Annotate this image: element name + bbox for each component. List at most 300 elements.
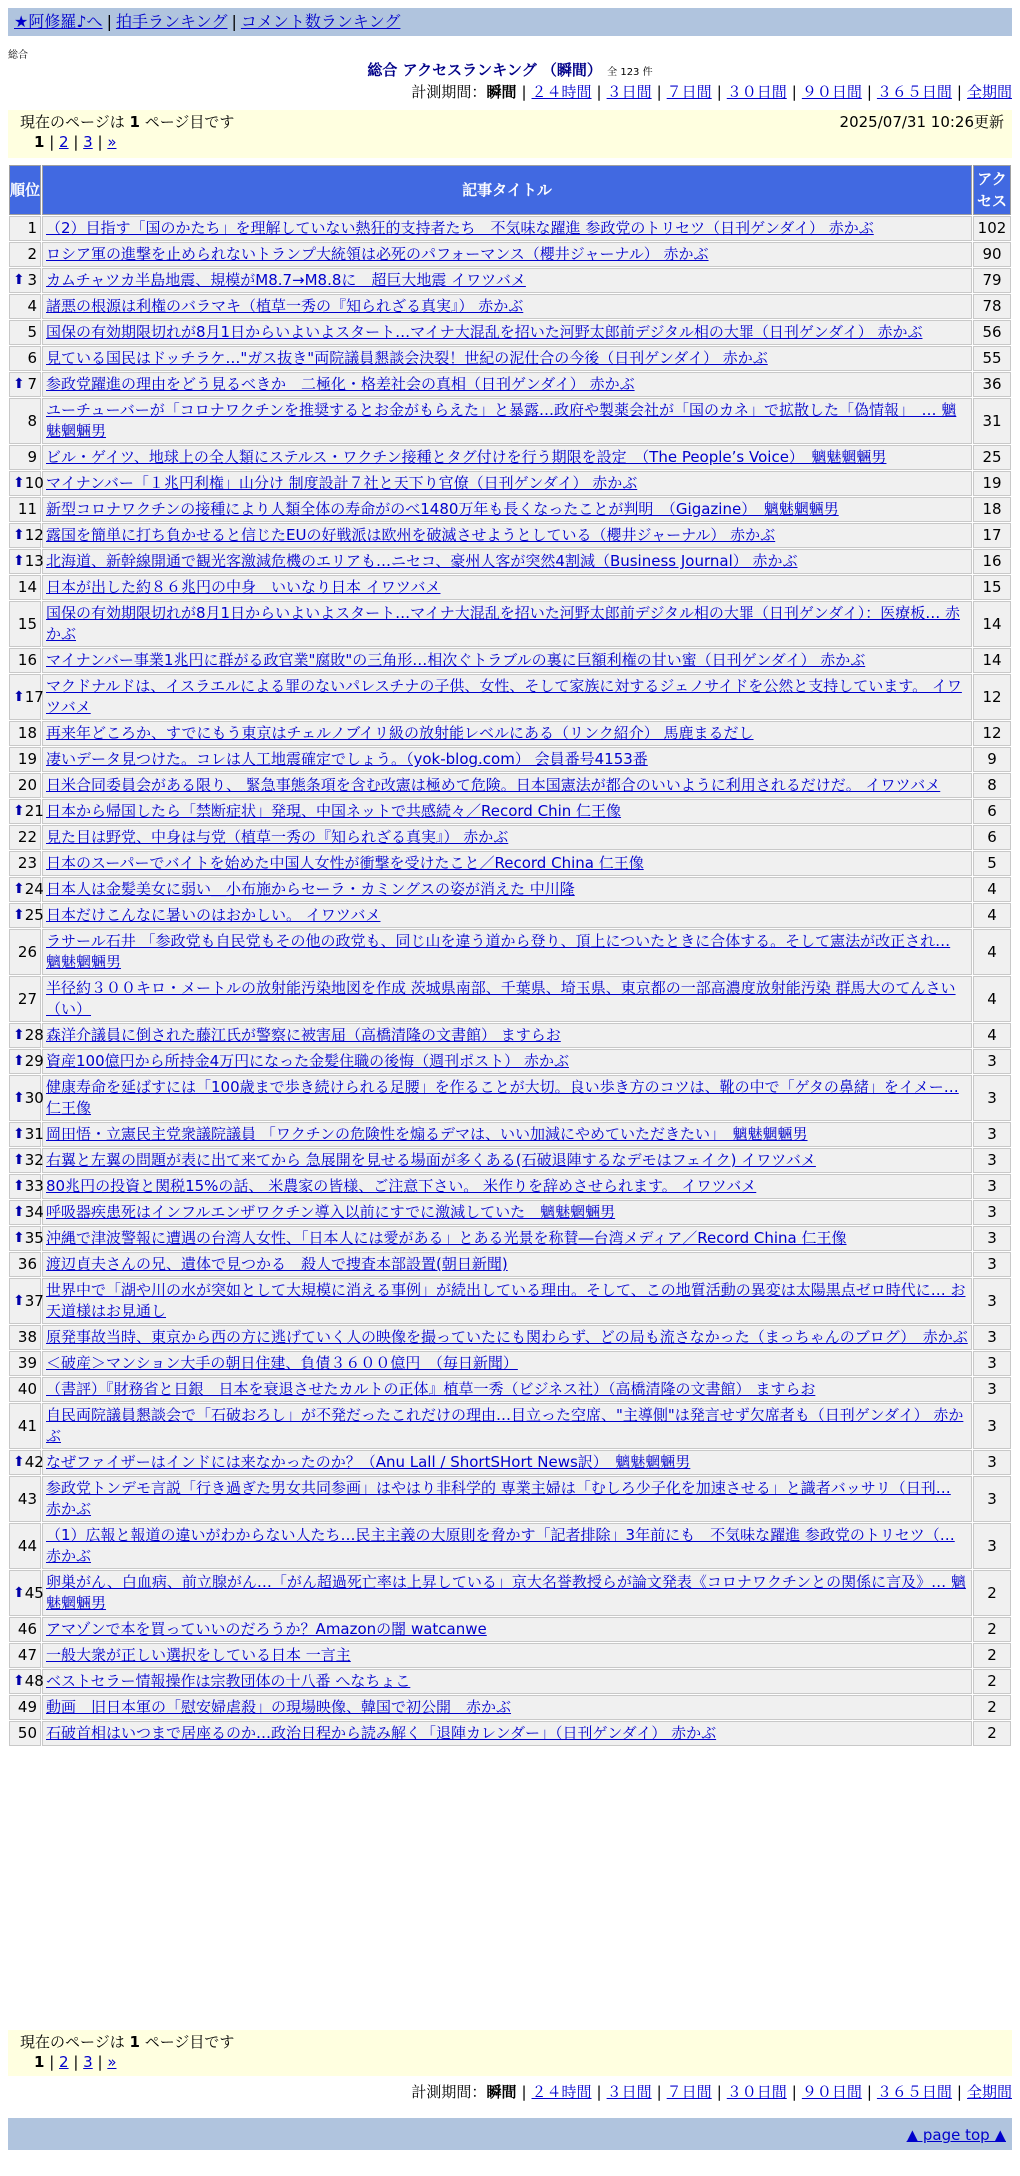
access-count: 17 bbox=[973, 523, 1011, 548]
article-link[interactable]: 日本のスーパーでバイトを始めた中国人女性が衝撃を受けたこと／Record China 仁王像 bbox=[46, 854, 644, 872]
period-separator: | bbox=[596, 83, 602, 101]
title-cell bbox=[42, 1643, 972, 1668]
rank-up-arrow-icon: ⬆ bbox=[13, 881, 25, 897]
table-row bbox=[9, 398, 1011, 444]
article-link[interactable]: 国保の有効期限切れが8月1日からいよいよスタート…マイナ大混乱を招いた河野太郎前デジタル相の大罪（日刊ゲンダイ） 赤かぶ bbox=[46, 323, 923, 341]
rank-cell bbox=[9, 601, 41, 647]
period-separator: | bbox=[956, 83, 962, 101]
table-row bbox=[9, 1075, 1011, 1121]
period-link[interactable]: ３０日間 bbox=[726, 2083, 787, 2101]
rank-number: 20 bbox=[17, 776, 37, 794]
rank-number: 25 bbox=[24, 906, 44, 924]
rank-cell bbox=[9, 1148, 44, 1173]
title-cell bbox=[42, 398, 972, 444]
page-separator: | bbox=[92, 133, 108, 151]
table-row bbox=[9, 372, 1011, 397]
article-link[interactable]: マクドナルドは、イスラエルによる罪のないパレスチナの子供、女性、そして家族に対するジェノサイドを公然と支持しています。 イワツバメ bbox=[46, 677, 962, 716]
article-link[interactable]: 参政党トンデモ言説「行き過ぎた男女共同参画」はやはり非科学的 専業主婦は「むしろ少子化を加速させる」と識者バッサリ（日刊… 赤かぶ bbox=[46, 1479, 951, 1518]
title-cell bbox=[42, 1695, 972, 1720]
article-link[interactable]: 日本が出した約８６兆円の中身 いいなり日本 イワツバメ bbox=[46, 578, 441, 596]
access-count: 3 bbox=[973, 1226, 1011, 1251]
access-count: 4 bbox=[973, 1023, 1011, 1048]
period-current: 瞬間 bbox=[486, 2083, 517, 2101]
rank-number: 19 bbox=[17, 750, 37, 768]
table-row bbox=[9, 242, 1011, 267]
rank-number: 30 bbox=[24, 1088, 44, 1107]
title-cell bbox=[42, 825, 972, 850]
rank-cell bbox=[9, 497, 41, 522]
rank-up-arrow-icon: ⬆ bbox=[13, 1204, 25, 1220]
title-cell bbox=[42, 549, 972, 574]
rank-cell bbox=[9, 929, 41, 975]
table-row bbox=[9, 773, 1011, 798]
table-row bbox=[9, 1377, 1011, 1402]
page-separator: | bbox=[92, 2053, 108, 2071]
rank-up-arrow-icon: ⬆ bbox=[13, 1230, 25, 1246]
rank-number: 42 bbox=[24, 1453, 44, 1471]
rank-number: 17 bbox=[24, 687, 44, 706]
rank-number: 39 bbox=[17, 1354, 37, 1372]
page-link[interactable]: 3 bbox=[83, 133, 93, 151]
table-row bbox=[9, 1450, 1011, 1475]
article-link[interactable]: 自民両院議員懇談会で「石破おろし」が不発だったこれだけの理由…目立った空席、"主導側"は発言せず欠席者も（日刊ゲンダイ） 赤かぶ bbox=[46, 1406, 964, 1445]
article-link[interactable]: 80兆円の投資と関税15%の話、 米農家の皆様、ご注意下さい。 米作りを辞めさせられます。 イワツバメ bbox=[46, 1177, 757, 1195]
article-link[interactable]: 日本だけこんなに暑いのはおかしい。 イワツバメ bbox=[46, 906, 381, 924]
title-cell bbox=[42, 1617, 972, 1642]
rank-number: 16 bbox=[17, 651, 37, 669]
article-link[interactable]: ビル・ゲイツ、地球上の全人類にステルス・ワクチン接種とタグ付けを行う期限を設定 （The People’s Voice） 魑魅魍魎男 bbox=[46, 448, 887, 466]
article-link[interactable]: ユーチューバーが「コロナワクチンを推奨するとお金がもらえた」と暴露…政府や製薬会社が「国のカネ」で拡散した「偽情報」 … 魑魅魍魎男 bbox=[46, 401, 957, 440]
table-row bbox=[9, 1643, 1011, 1668]
title-cell bbox=[42, 929, 972, 975]
period-separator: | bbox=[521, 83, 527, 101]
title-cell bbox=[42, 1278, 972, 1324]
title-cell bbox=[42, 1721, 972, 1746]
period-link[interactable]: 全期間 bbox=[966, 2083, 1012, 2101]
table-row bbox=[9, 601, 1011, 647]
rank-cell bbox=[9, 976, 41, 1022]
access-count: 3 bbox=[973, 1325, 1011, 1350]
article-link[interactable]: 世界中で「湖や川の水が突如として大規模に消える事例」が続出している理由。そして、この地質活動の異変は太陽黒点ゼロ時代に… お天道様はお見通し bbox=[46, 1281, 966, 1320]
access-count: 3 bbox=[973, 1278, 1011, 1324]
period-link[interactable]: ２４時間 bbox=[531, 2083, 592, 2101]
access-count: 3 bbox=[973, 1122, 1011, 1147]
period-separator: | bbox=[791, 2083, 797, 2101]
page-separator: | bbox=[68, 133, 84, 151]
title-cell bbox=[42, 1403, 972, 1449]
page-status-prefix: 現在のページは bbox=[20, 2033, 130, 2051]
footer-bar bbox=[8, 2118, 1012, 2150]
page-link-current: 1 bbox=[34, 133, 45, 151]
access-count: 31 bbox=[973, 398, 1011, 444]
ranking-table bbox=[8, 164, 1012, 1747]
rank-up-arrow-icon: ⬆ bbox=[13, 553, 25, 569]
rank-up-arrow-icon: ⬆ bbox=[13, 1292, 25, 1309]
article-link[interactable]: ベストセラー情報操作は宗教団体の十八番 へなちょこ bbox=[46, 1672, 411, 1690]
article-link[interactable]: 渡辺貞夫さんの兄、遺体で見つかる 殺人で捜査本部設置(朝日新聞) bbox=[46, 1255, 508, 1273]
rank-number: 29 bbox=[24, 1052, 44, 1070]
nav-separator: | bbox=[231, 12, 237, 31]
rank-number: 48 bbox=[24, 1672, 44, 1690]
article-link[interactable]: 石破首相はいつまで居座るのか…政治日程から読み解く「退陣カレンダー」（日刊ゲンダイ） 赤かぶ bbox=[46, 1724, 717, 1742]
rank-up-arrow-icon: ⬆ bbox=[13, 688, 25, 705]
article-link[interactable]: 呼吸器疾患死はインフルエンザワクチン導入以前にすでに激減していた 魑魅魍魎男 bbox=[46, 1203, 616, 1221]
next-page-link[interactable]: » bbox=[107, 133, 117, 151]
access-count: 14 bbox=[973, 648, 1011, 673]
article-link[interactable]: 岡田悟・立憲民主党衆議院議員 「ワクチンの危険性を煽るデマは、いい加減にやめていただきたい」 魑魅魍魎男 bbox=[46, 1125, 808, 1143]
rank-cell bbox=[9, 1450, 44, 1475]
article-link[interactable]: 露国を簡単に打ち負かせると信じたEUの好戦派は欧州を破滅させようとしている（櫻井ジャーナル） 赤かぶ bbox=[46, 526, 776, 544]
access-count: 5 bbox=[973, 851, 1011, 876]
rank-number: 41 bbox=[17, 1416, 37, 1435]
article-link[interactable]: 半径約３００キロ・メートルの放射能汚染地図を作成 茨城県南部、千葉県、埼玉県、東京都の一部高濃度放射能汚染 群馬大のてんさい（い） bbox=[46, 979, 956, 1018]
article-link[interactable]: 動画 旧日本軍の「慰安婦虐殺」の現場映像、韓国で初公開 赤かぶ bbox=[46, 1698, 512, 1716]
rank-number: 15 bbox=[17, 614, 37, 633]
article-link[interactable]: 見ている国民はドッチラケ…"ガス抜き"両院議員懇談会決裂！世紀の泥仕合の今後（日刊ゲンダイ） 赤かぶ bbox=[46, 349, 768, 367]
access-count: 25 bbox=[973, 445, 1011, 470]
access-count: 3 bbox=[973, 1200, 1011, 1225]
access-count: 15 bbox=[973, 575, 1011, 600]
rank-number: 40 bbox=[17, 1380, 37, 1398]
article-link[interactable]: アマゾンで本を買っていいのだろうか？Amazonの闇 watcanwe bbox=[46, 1620, 487, 1638]
article-link[interactable]: 健康寿命を延ばすには「100歳まで歩き続けられる足腰」を作ることが大切。良い歩き方のコツは、靴の中で「ゲタの鼻緒」をイメー… 仁王像 bbox=[46, 1078, 959, 1117]
total-count: 全 123 件 bbox=[607, 67, 653, 78]
table-row bbox=[9, 1122, 1011, 1147]
table-row bbox=[9, 346, 1011, 371]
article-link[interactable]: 国保の有効期限切れが8月1日からいよいよスタート…マイナ大混乱を招いた河野太郎前デジタル相の大罪（日刊ゲンダイ）：医療板… 赤かぶ bbox=[46, 604, 960, 643]
rank-number: 43 bbox=[17, 1489, 37, 1508]
pager-bottom bbox=[8, 2030, 1012, 2076]
page-title-text: 総合 アクセスランキング （瞬間） bbox=[367, 61, 602, 79]
title-cell bbox=[42, 242, 972, 267]
access-count: 12 bbox=[973, 674, 1011, 720]
page-links bbox=[20, 2052, 1000, 2072]
access-count: 3 bbox=[973, 1450, 1011, 1475]
page-separator: | bbox=[44, 2053, 60, 2071]
pager-top bbox=[8, 110, 1012, 158]
rank-cell bbox=[9, 268, 41, 293]
period-link[interactable]: 全期間 bbox=[966, 83, 1012, 101]
access-count: 19 bbox=[973, 471, 1011, 496]
article-link[interactable]: ＜破産＞マンション大手の朝日住建、負債３６００億円 （毎日新聞） bbox=[46, 1354, 518, 1372]
period-separator: | bbox=[791, 83, 797, 101]
current-page-number: 1 bbox=[129, 113, 140, 131]
title-cell bbox=[42, 773, 972, 798]
header-title: 記事タイトル bbox=[42, 165, 972, 215]
rank-up-arrow-icon: ⬆ bbox=[13, 376, 25, 392]
title-cell bbox=[42, 575, 972, 600]
rank-cell bbox=[9, 877, 44, 902]
rank-number: 13 bbox=[24, 552, 44, 570]
article-link[interactable]: 卵巣がん、白血病、前立腺がん…「がん超過死亡率は上昇している」京大名誉教授らが論文発表《コロナワクチンとの関係に言及》… 魑魅魍魎男 bbox=[46, 1573, 966, 1612]
access-count: 9 bbox=[973, 747, 1011, 772]
article-link[interactable]: 凄いデータ見つけた。コレは人工地震確定でしょう。（yok-blog.com） 会員番号4153番 bbox=[46, 750, 648, 768]
period-link[interactable]: ７日間 bbox=[666, 2083, 712, 2101]
rank-up-arrow-icon: ⬆ bbox=[13, 527, 25, 543]
table-row bbox=[9, 1252, 1011, 1277]
rank-number: 36 bbox=[17, 1255, 37, 1273]
rank-cell bbox=[9, 346, 41, 371]
rank-number: 23 bbox=[17, 854, 37, 872]
access-count: 2 bbox=[973, 1617, 1011, 1642]
table-row bbox=[9, 1148, 1011, 1173]
access-count: 4 bbox=[973, 903, 1011, 928]
title-cell bbox=[42, 216, 972, 241]
rank-cell bbox=[9, 773, 41, 798]
rank-up-arrow-icon: ⬆ bbox=[13, 1454, 25, 1470]
title-cell bbox=[42, 372, 972, 397]
table-row bbox=[9, 1226, 1011, 1251]
rank-cell bbox=[9, 398, 41, 444]
rank-cell bbox=[9, 242, 41, 267]
table-row bbox=[9, 976, 1011, 1022]
rank-cell bbox=[9, 1476, 41, 1522]
page-link[interactable]: 2 bbox=[59, 133, 69, 151]
period-link[interactable]: ９０日間 bbox=[801, 83, 862, 101]
rank-number: 34 bbox=[24, 1203, 44, 1221]
rank-up-arrow-icon: ⬆ bbox=[13, 803, 25, 819]
article-link[interactable]: ロシア軍の進撃を止められないトランプ大統領は必死のパフォーマンス（櫻井ジャーナル） 赤かぶ bbox=[46, 245, 709, 263]
table-row bbox=[9, 674, 1011, 720]
rank-number: 12 bbox=[24, 526, 44, 544]
title-cell bbox=[42, 674, 972, 720]
rank-cell bbox=[9, 721, 41, 746]
rank-number: 35 bbox=[24, 1229, 44, 1247]
access-count: 79 bbox=[973, 268, 1011, 293]
article-link[interactable]: ラサール石井 「参政党も自民党もその他の政党も、同じ山を違う道から登り、頂上についたときに合体する。そして憲法が改正され… 魑魅魍魎男 bbox=[46, 932, 951, 971]
table-header-row bbox=[9, 165, 1011, 215]
rank-number: 45 bbox=[24, 1583, 44, 1602]
period-separator: | bbox=[716, 2083, 722, 2101]
rank-cell bbox=[9, 1695, 41, 1720]
title-cell bbox=[42, 1200, 972, 1225]
period-label: 計測期間： bbox=[411, 2083, 487, 2101]
table-row bbox=[9, 523, 1011, 548]
title-cell bbox=[42, 1476, 972, 1522]
rank-up-arrow-icon: ⬆ bbox=[13, 1178, 25, 1194]
table-row bbox=[9, 1669, 1011, 1694]
table-row bbox=[9, 929, 1011, 975]
article-link[interactable]: 北海道、新幹線開通で観光客激減危機のエリアも…ニセコ、豪州人客が突然4割減（Business Journal） 赤かぶ bbox=[46, 552, 798, 570]
period-link[interactable]: ３日間 bbox=[606, 83, 652, 101]
table-row bbox=[9, 747, 1011, 772]
rank-cell bbox=[9, 549, 44, 574]
article-link[interactable]: （1）広報と報道の違いがわからない人たち…民主主義の大原則を脅かす「記者排除」3年前にも 不気味な躍進 参政党のトリセツ（… 赤かぶ bbox=[46, 1526, 955, 1565]
table-row bbox=[9, 268, 1011, 293]
rank-up-arrow-icon: ⬆ bbox=[13, 907, 25, 923]
rank-number: 33 bbox=[24, 1177, 44, 1195]
rank-cell bbox=[9, 1325, 41, 1350]
rank-up-arrow-icon: ⬆ bbox=[13, 475, 25, 491]
rank-up-arrow-icon: ⬆ bbox=[13, 1584, 25, 1601]
table-row bbox=[9, 1476, 1011, 1522]
rank-cell bbox=[9, 1122, 44, 1147]
rank-number: 49 bbox=[17, 1698, 37, 1716]
rank-number: 31 bbox=[24, 1125, 44, 1143]
clap-ranking-link[interactable]: 拍手ランキング bbox=[115, 12, 228, 31]
title-cell bbox=[42, 1325, 972, 1350]
title-cell bbox=[42, 1174, 972, 1199]
rank-cell bbox=[9, 674, 44, 720]
article-link[interactable]: 新型コロナワクチンの接種により人類全体の寿命がのべ1480万年も長くなったことが判明 （Gigazine） 魑魅魍魎男 bbox=[46, 500, 839, 518]
rank-cell bbox=[9, 1669, 44, 1694]
rank-cell bbox=[9, 294, 41, 319]
access-count: 4 bbox=[973, 877, 1011, 902]
title-cell bbox=[42, 294, 972, 319]
rank-cell bbox=[9, 1643, 41, 1668]
article-link[interactable]: カムチャツカ半島地震、規模がM8.7→M8.8に 超巨大地震 イワツバメ bbox=[46, 271, 526, 289]
article-link[interactable]: マイナンバー事業1兆円に群がる政官業"腐敗"の三角形…相次ぐトラブルの裏に巨額利権の甘い蜜（日刊ゲンダイ） 赤かぶ bbox=[46, 651, 866, 669]
period-separator: | bbox=[866, 2083, 872, 2101]
rank-cell bbox=[9, 799, 44, 824]
rank-cell bbox=[9, 903, 44, 928]
page-link[interactable]: 3 bbox=[83, 2053, 93, 2071]
period-selector-bottom bbox=[8, 2082, 1012, 2102]
article-link[interactable]: なぜファイザーはインドには来なかったのか？（Anu Lall / ShortSHort News訳） 魑魅魍魎男 bbox=[46, 1453, 691, 1471]
period-link[interactable]: ３６５日間 bbox=[876, 83, 952, 101]
title-cell bbox=[42, 445, 972, 470]
title-cell bbox=[42, 1523, 972, 1569]
period-separator: | bbox=[716, 83, 722, 101]
table-row bbox=[9, 1325, 1011, 1350]
table-row bbox=[9, 877, 1011, 902]
access-count: 102 bbox=[973, 216, 1011, 241]
access-count: 8 bbox=[973, 773, 1011, 798]
rank-cell bbox=[9, 851, 41, 876]
article-link[interactable]: 森洋介議員に倒された藤江氏が警察に被害届（高橋清隆の文書館） ますらお bbox=[46, 1026, 561, 1044]
table-row bbox=[9, 294, 1011, 319]
access-count: 3 bbox=[973, 1377, 1011, 1402]
table-row bbox=[9, 320, 1011, 345]
title-cell bbox=[42, 1252, 972, 1277]
article-link[interactable]: 沖縄で津波警報に遭遇の台湾人女性、「日本人には愛がある」とある光景を称賛―台湾メディア／Record China 仁王像 bbox=[46, 1229, 847, 1247]
rank-number: 21 bbox=[24, 802, 44, 820]
category-label: 総合 bbox=[8, 50, 28, 61]
access-count: 3 bbox=[973, 1523, 1011, 1569]
title-cell bbox=[42, 1122, 972, 1147]
title-cell bbox=[42, 1377, 972, 1402]
article-link[interactable]: 原発事故当時、東京から西の方に逃げていく人の映像を撮っていたにも関わらず、どの局も流さなかった（まっちゃんのブログ） 赤かぶ bbox=[46, 1328, 968, 1346]
period-link[interactable]: ３０日間 bbox=[726, 83, 787, 101]
table-row bbox=[9, 1617, 1011, 1642]
table-row bbox=[9, 1570, 1011, 1616]
table-row bbox=[9, 1403, 1011, 1449]
period-separator: | bbox=[521, 2083, 527, 2101]
title-cell bbox=[42, 471, 972, 496]
article-link[interactable]: 再来年どころか、すでにもう東京はチェルノブイリ級の放射能レベルにある（リンク紹介） 馬鹿まるだし bbox=[46, 724, 754, 742]
rank-number: 14 bbox=[17, 578, 37, 596]
period-link[interactable]: ９０日間 bbox=[801, 2083, 862, 2101]
title-cell bbox=[42, 1450, 972, 1475]
rank-cell bbox=[9, 1023, 44, 1048]
title-cell bbox=[42, 1049, 972, 1074]
access-count: 12 bbox=[973, 721, 1011, 746]
title-cell bbox=[42, 1226, 972, 1251]
period-link[interactable]: ３日間 bbox=[606, 2083, 652, 2101]
access-count: 2 bbox=[973, 1643, 1011, 1668]
page-link[interactable]: 2 bbox=[59, 2053, 69, 2071]
access-count: 3 bbox=[973, 1148, 1011, 1173]
nav-separator: | bbox=[106, 12, 112, 31]
article-link[interactable]: マイナンバー「１兆円利権」山分け 制度設計７社と天下り官僚（日刊ゲンダイ） 赤かぶ bbox=[46, 474, 638, 492]
page-top-link[interactable]: ▲ page top ▲ bbox=[906, 2126, 1006, 2144]
title-cell bbox=[42, 903, 972, 928]
rank-number: 6 bbox=[27, 349, 37, 367]
access-count: 56 bbox=[973, 320, 1011, 345]
article-link[interactable]: （2）目指す「国のかたち」を理解していない熱狂的支持者たち 不気味な躍進 参政党のトリセツ（日刊ゲンダイ） 赤かぶ bbox=[46, 219, 874, 237]
article-link[interactable]: 日本から帰国したら「禁断症状」発現、中国ネットで共感続々／Record Chin 仁王像 bbox=[46, 802, 622, 820]
article-link[interactable]: 日本人は金髪美女に弱い＿小布施からセーラ・カミングスの姿が消えた 中川隆 bbox=[46, 880, 575, 898]
rank-number: 8 bbox=[27, 411, 37, 430]
title-cell bbox=[42, 601, 972, 647]
article-link[interactable]: 参政党躍進の理由をどう見るべきか 二極化・格差社会の真相（日刊ゲンダイ） 赤かぶ bbox=[46, 375, 635, 393]
title-cell bbox=[42, 1148, 972, 1173]
rank-number: 1 bbox=[27, 219, 37, 237]
article-link[interactable]: 右翼と左翼の問題が表に出て来てから 急展開を見せる場面が多くある(石破退陣するなデモはフェイク) イワツバメ bbox=[46, 1151, 816, 1169]
table-row bbox=[9, 549, 1011, 574]
table-row bbox=[9, 497, 1011, 522]
home-link[interactable]: ★阿修羅♪へ bbox=[14, 12, 103, 31]
access-count: 6 bbox=[973, 825, 1011, 850]
rank-cell bbox=[9, 1200, 44, 1225]
article-link[interactable]: 諸悪の根源は利権のバラマキ（植草一秀の『知られざる真実』） 赤かぶ bbox=[46, 297, 524, 315]
period-link[interactable]: ７日間 bbox=[666, 83, 712, 101]
table-row bbox=[9, 851, 1011, 876]
table-row bbox=[9, 1721, 1011, 1746]
rank-cell bbox=[9, 1617, 41, 1642]
comment-ranking-link[interactable]: コメント数ランキング bbox=[240, 12, 401, 31]
rank-number: 44 bbox=[17, 1536, 37, 1555]
rank-up-arrow-icon: ⬆ bbox=[13, 1152, 25, 1168]
article-link[interactable]: 日米合同委員会がある限り、 緊急事態条項を含む改憲は極めて危険。日本国憲法が都合のいいように利用されるだけだ。 イワツバメ bbox=[46, 776, 941, 794]
access-count: 2 bbox=[973, 1695, 1011, 1720]
access-count: 2 bbox=[973, 1721, 1011, 1746]
next-page-link[interactable]: » bbox=[107, 2053, 117, 2071]
page-separator: | bbox=[68, 2053, 84, 2071]
period-link[interactable]: ２４時間 bbox=[531, 83, 592, 101]
rank-cell bbox=[9, 1377, 41, 1402]
table-row bbox=[9, 1200, 1011, 1225]
rank-number: 2 bbox=[27, 245, 37, 263]
rank-number: 3 bbox=[27, 271, 37, 289]
title-cell bbox=[42, 648, 972, 673]
rank-number: 9 bbox=[27, 448, 37, 466]
title-cell bbox=[42, 1075, 972, 1121]
table-row bbox=[9, 825, 1011, 850]
article-link[interactable]: （書評）『財務省と日銀 日本を衰退させたカルトの正体』植草一秀（ビジネス社）（高橋清隆の文書館） ますらお bbox=[46, 1380, 816, 1398]
period-link[interactable]: ３６５日間 bbox=[876, 2083, 952, 2101]
access-count: 3 bbox=[973, 1403, 1011, 1449]
article-link[interactable]: 資産100億円から所持金4万円になった金髪住職の後悔（週刊ポスト） 赤かぶ bbox=[46, 1052, 569, 1070]
access-count: 4 bbox=[973, 976, 1011, 1022]
rank-cell bbox=[9, 1351, 41, 1376]
rank-number: 32 bbox=[24, 1151, 44, 1169]
rank-cell bbox=[9, 1570, 44, 1616]
title-cell bbox=[42, 268, 972, 293]
article-link[interactable]: 見た目は野党、中身は与党（植草一秀の『知られざる真実』） 赤かぶ bbox=[46, 828, 509, 846]
period-label: 計測期間： bbox=[411, 83, 487, 101]
article-link[interactable]: 一般大衆が正しい選択をしている日本 一言主 bbox=[46, 1646, 351, 1664]
title-cell bbox=[42, 721, 972, 746]
rank-up-arrow-icon: ⬆ bbox=[13, 1126, 25, 1142]
access-count: 36 bbox=[973, 372, 1011, 397]
table-row bbox=[9, 471, 1011, 496]
period-selector bbox=[8, 82, 1012, 102]
page-status bbox=[20, 2032, 1000, 2052]
access-count: 78 bbox=[973, 294, 1011, 319]
rank-cell bbox=[9, 825, 41, 850]
table-row bbox=[9, 903, 1011, 928]
